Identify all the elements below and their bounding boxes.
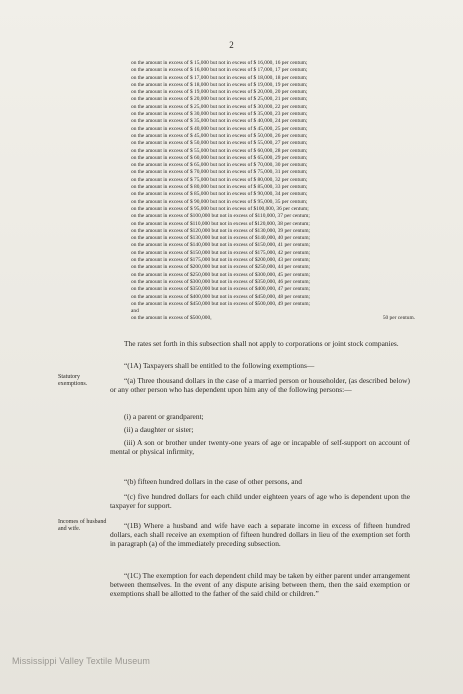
rate-row-text: on the amount in excess of $ 90,000 but not in excess of $ 95,000, 35 per centum; — [131, 198, 308, 205]
rate-row-text: on the amount in excess of $ 15,000 but not in excess of $ 16,000, 16 per centum; — [131, 60, 308, 66]
rate-row — [131, 148, 415, 155]
rate-row — [131, 169, 415, 176]
rate-row-text: on the amount in excess of $ 80,000 but not in excess of $ 85,000, 33 per centum; — [131, 184, 308, 191]
rate-row — [131, 140, 415, 147]
rate-row-text: on the amount in excess of $120,000 but not in excess of $130,000, 39 per centum; — [131, 227, 311, 234]
rate-row — [131, 199, 415, 206]
paragraph-a: “(a) Three thousand dollars in the case of a married person or householder, (as described below) or any other person who has dependent upon him any of the following persons:— — [110, 376, 410, 395]
rate-row-text: on the amount in excess of $110,000 but not in excess of $120,000, 38 per centum; — [131, 220, 310, 227]
rate-row — [131, 177, 415, 184]
rate-row — [131, 104, 415, 111]
rate-row — [131, 301, 415, 308]
rate-row — [131, 250, 415, 257]
rate-row-text: on the amount in excess of $ 16,000 but not in excess of $ 17,000, 17 per centum; — [131, 67, 308, 74]
museum-watermark: Mississippi Valley Textile Museum — [12, 656, 151, 666]
rate-row-text: on the amount in excess of $ 40,000 but not in excess of $ 45,000, 25 per centum; — [131, 125, 308, 132]
rate-row-text: on the amount in excess of $ 95,000 but not in excess of $100,000, 36 per centum; — [131, 205, 309, 212]
rate-row-text: on the amount in excess of $250,000 but not in excess of $300,000, 45 per centum; — [131, 271, 311, 278]
rate-row-final-right: 50 per centum. — [382, 315, 415, 322]
rate-row-text: on the amount in excess of $200,000 but not in excess of $250,000, 44 per centum; — [131, 264, 311, 271]
rate-row — [131, 96, 415, 103]
rate-row — [131, 67, 415, 74]
rate-row-text: on the amount in excess of $ 70,000 but not in excess of $ 75,000, 31 per centum; — [131, 169, 308, 176]
paragraph-rates-note: The rates set forth in this subsection shall not apply to corporations or joint stock companies. — [124, 339, 399, 348]
rate-row — [131, 286, 415, 293]
rate-row-text: on the amount in excess of $100,000 but not in excess of $110,000, 37 per centum; — [131, 213, 310, 220]
margin-note-incomes-husband-wife: Incomes of husband and wife. — [58, 519, 107, 532]
rate-row — [131, 242, 415, 249]
paragraph-1a: “(1A) Taxpayers shall be entitled to the following exemptions— — [124, 361, 315, 370]
rate-row-text: on the amount in excess of $300,000 but not in excess of $350,000, 46 per centum; — [131, 278, 311, 285]
rate-row-text: on the amount in excess of $ 65,000 but not in excess of $ 70,000, 30 per centum; — [131, 162, 308, 169]
rate-row-text: on the amount in excess of $130,000 but not in excess of $140,000, 40 per centum; — [131, 235, 311, 242]
paragraph-1b: “(1B) Where a husband and wife have each a separate income in excess of fifteen hundred dollars, each shall receive an exemption of fifteen hundred dollars in lieu of the exemption set forth in paragraph (a) of the immediately preceding subsection. — [110, 521, 410, 549]
rate-row — [131, 126, 415, 133]
rate-row-text: on the amount in excess of $ 20,000 but not in excess of $ 25,000, 21 per centum; — [131, 96, 308, 103]
rate-row — [131, 272, 415, 279]
rate-row-text: on the amount in excess of $150,000 but not in excess of $175,000, 42 per centum; — [131, 249, 311, 256]
rate-row-text: on the amount in excess of $ 30,000 but not in excess of $ 35,000, 23 per centum; — [131, 111, 308, 118]
rate-row-final — [131, 315, 415, 322]
rate-row — [131, 191, 415, 198]
rate-row-text: on the amount in excess of $ 18,000 but not in excess of $ 19,000, 19 per centum; — [131, 81, 308, 88]
list-item-iii: (iii) A son or brother under twenty-one years of age or incapable of self-support on account of mental or physical infirmity, — [110, 438, 410, 457]
rate-row — [131, 118, 415, 125]
rate-row-text: on the amount in excess of $175,000 but not in excess of $200,000, 43 per centum; — [131, 257, 311, 264]
rates-and: and — [131, 308, 139, 315]
paragraph-c: “(c) five hundred dollars for each child under eighteen years of age who is dependent upon the taxpayer for support. — [110, 492, 410, 511]
rate-row-text: on the amount in excess of $ 55,000 but not in excess of $ 60,000, 28 per centum; — [131, 147, 308, 154]
rate-row-text: on the amount in excess of $ 17,000 but not in excess of $ 18,000, 18 per centum; — [131, 74, 308, 81]
rate-row-text: on the amount in excess of $ 60,000 but not in excess of $ 65,000, 29 per centum; — [131, 154, 308, 161]
paragraph-b: “(b) fifteen hundred dollars in the case of other persons, and — [124, 477, 302, 486]
rate-row-final-left: on the amount in excess of $500,000, — [131, 315, 212, 322]
rate-row-text: on the amount in excess of $450,000 but not in excess of $500,000, 49 per centum; — [131, 300, 311, 307]
margin-note-statutory-exemptions: Statutory exemptions. — [58, 374, 88, 387]
page-number: 2 — [229, 40, 234, 50]
rate-row — [131, 213, 415, 220]
rate-row-text: on the amount in excess of $ 45,000 but not in excess of $ 50,000, 26 per centum; — [131, 132, 308, 139]
rate-row-text: on the amount in excess of $400,000 but not in excess of $450,000, 48 per centum; — [131, 293, 311, 300]
rate-row-text: on the amount in excess of $ 50,000 but not in excess of $ 55,000, 27 per centum; — [131, 140, 308, 147]
rate-row-text: on the amount in excess of $ 19,000 but not in excess of $ 20,000, 20 per centum; — [131, 89, 308, 96]
rate-row — [131, 221, 415, 228]
rate-row-text: on the amount in excess of $ 75,000 but not in excess of $ 80,000, 32 per centum; — [131, 176, 308, 183]
rate-row-text: on the amount in excess of $ 85,000 but not in excess of $ 90,000, 34 per centum; — [131, 191, 308, 198]
list-item-ii: (ii) a daughter or sister; — [124, 425, 194, 434]
rate-row — [131, 75, 415, 82]
rate-row-text: on the amount in excess of $ 25,000 but not in excess of $ 30,000, 22 per centum; — [131, 103, 308, 110]
rate-row-text: on the amount in excess of $140,000 but not in excess of $150,000, 41 per centum; — [131, 242, 311, 249]
rate-row — [131, 264, 415, 271]
tax-rate-schedule — [131, 60, 415, 323]
rate-row-text: on the amount in excess of $350,000 but not in excess of $400,000, 47 per centum; — [131, 286, 311, 293]
list-item-i: (i) a parent or grandparent; — [124, 412, 204, 421]
rate-row-text: on the amount in excess of $ 35,000 but not in excess of $ 40,000, 24 per centum; — [131, 118, 308, 125]
rate-row — [131, 294, 415, 301]
paragraph-1c: “(1C) The exemption for each dependent child may be taken by either parent under arrangement between themselves. In the event of any dispute arising between them, then the said exemption or exemptions shall be allotted to the father of the said child or children.” — [110, 571, 410, 599]
